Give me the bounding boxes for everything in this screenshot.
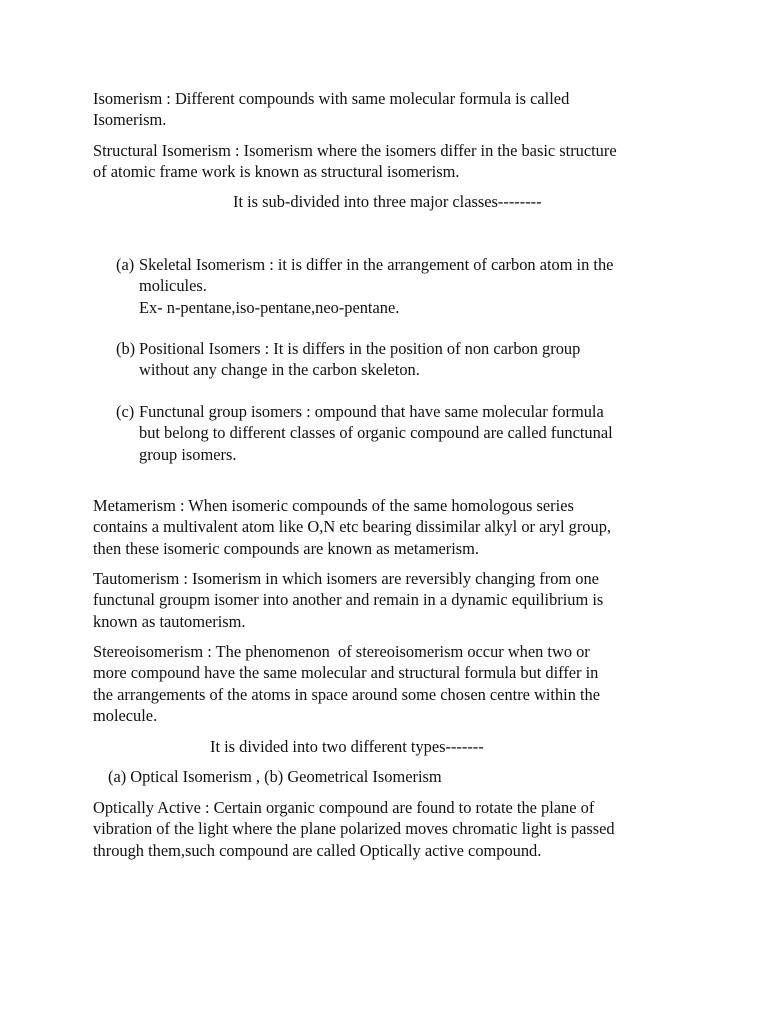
tautomerism-definition [93, 568, 683, 632]
isomerism-definition [93, 88, 683, 131]
text-line: Tautomerism : Isomerism in which isomers are reversibly changing from one [93, 569, 599, 588]
item-label: (c) [116, 402, 135, 421]
text-line: Optically Active : Certain organic compound are found to rotate the plane of [93, 798, 595, 817]
text-line: more compound have the same molecular and structural formula but differ in [93, 663, 599, 683]
text-line: without any change in the carbon skeleton. [139, 360, 420, 380]
text-line: contains a multivalent atom like O,N etc bearing dissimilar alkyl or aryl group, [93, 517, 611, 537]
text-line: molicules. [139, 276, 207, 296]
text-line: of atomic frame work is known as structural isomerism. [93, 162, 460, 182]
text-line: then these isomeric compounds are known as metamerism. [93, 538, 479, 558]
text-line: Skeletal Isomerism : it is differ in the arrangement of carbon atom in the [139, 255, 614, 274]
divided-heading: It is divided into two different types------- [210, 737, 484, 756]
text-line: through them,such compound are called Optically active compound. [93, 840, 542, 860]
text-line: the arrangements of the atoms in space around some chosen centre within the [93, 684, 601, 704]
text-line: Isomerism. [93, 110, 167, 130]
text-line: Structural Isomerism : Isomerism where the isomers differ in the basic structure [93, 141, 617, 160]
optically-active-definition [93, 797, 683, 861]
text-line: Metamerism : When isomeric compounds of the same homologous series [93, 496, 574, 515]
text-line: group isomers. [139, 444, 237, 464]
text-line: vibration of the light where the plane polarized moves chromatic light is passed [93, 819, 615, 839]
item-label: (b) [116, 339, 136, 358]
text-line: molecule. [93, 705, 158, 725]
text-line: known as tautomerism. [93, 611, 246, 631]
text-line: Stereoisomerism : The phenomenon of stereoisomerism occur when two or [93, 642, 590, 661]
text-line: Functunal group isomers : ompound that have same molecular formula [139, 402, 604, 421]
text-line: but belong to different classes of organic compound are called functunal [139, 423, 613, 443]
text-line: Isomerism : Different compounds with same molecular formula is called [93, 89, 570, 108]
text-line: functunal groupm isomer into another and remain in a dynamic equilibrium is [93, 590, 604, 610]
text-line: Ex- n-pentane,iso-pentane,neo-pentane. [139, 297, 400, 317]
metamerism-definition [93, 495, 683, 559]
text-line: Positional Isomers : It is differs in the position of non carbon group [139, 339, 581, 358]
subdivided-heading: It is sub-divided into three major classes-------- [233, 192, 542, 211]
structural-isomerism-definition [93, 140, 683, 183]
item-label: (a) [116, 255, 135, 274]
stereoisomerism-definition [93, 641, 683, 726]
isomerism-types: (a) Optical Isomerism , (b) Geometrical Isomerism [108, 767, 442, 786]
